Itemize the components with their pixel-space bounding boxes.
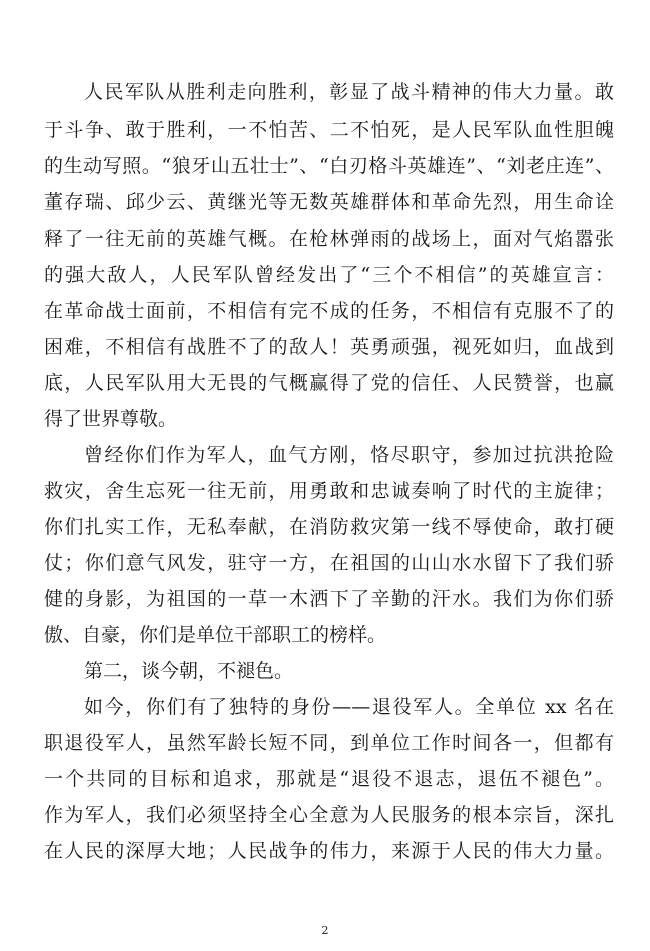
text-line: 底，人民军队用大无畏的气概赢得了党的信任、人民赞誉，也赢	[44, 372, 614, 394]
text-line: 仗；你们意气风发，驻守一方，在祖国的山山水水留下了我们骄	[44, 552, 614, 574]
text-line: 在革命战士面前，不相信有完不成的任务，不相信有克服不了的	[44, 300, 614, 322]
text-line: 职退役军人，虽然军龄长短不同，到单位工作时间各一，但都有	[44, 732, 614, 754]
text-line: 傲、自豪，你们是单位干部职工的榜样。	[44, 624, 387, 646]
text-line: 的生动写照。“狼牙山五壮士”、“白刃格斗英雄连”、“刘老庄连”、	[44, 155, 614, 177]
text-line: 的强大敌人，人民军队曾经发出了“三个不相信”的英雄宣言：	[44, 264, 614, 286]
text-line: 救灾，舍生忘死一往无前，用勇敢和忠诚奏响了时代的主旋律；	[44, 480, 614, 502]
section-heading: 第二，谈今朝，不褪色。	[84, 660, 294, 682]
text-line: 董存瑞、邱少云、黄继光等无数英雄群体和革命先烈，用生命诠	[44, 191, 614, 213]
text-line: 如今，你们有了独特的身份——退役军人。全单位 xx 名在	[84, 696, 614, 718]
text-line: 于斗争、敢于胜利，一不怕苦、二不怕死，是人民军队血性胆魄	[44, 119, 614, 141]
text-line: 健的身影，为祖国的一草一木洒下了辛勤的汗水。我们为你们骄	[44, 588, 614, 610]
text-line: 人民军队从胜利走向胜利，彰显了战斗精神的伟大力量。敢	[84, 81, 614, 103]
text-line: 作为军人，我们必须坚持全心全意为人民服务的根本宗旨，深扎	[44, 804, 614, 826]
text-line: 一个共同的目标和追求，那就是“退役不退志，退伍不褪色”。	[44, 768, 614, 790]
text-line: 得了世界尊敬。	[44, 408, 178, 430]
page-number: 2	[321, 924, 329, 937]
text-line: 困难，不相信有战胜不了的敌人！英勇顽强，视死如归，血战到	[44, 336, 614, 358]
text-line: 释了一往无前的英雄气概。在枪林弹雨的战场上，面对气焰嚣张	[44, 228, 614, 250]
text-line: 在人民的深厚大地；人民战争的伟力，来源于人民的伟大力量。	[44, 840, 614, 862]
text-line: 曾经你们作为军人，血气方刚，恪尽职守，参加过抗洪抢险	[84, 444, 614, 466]
text-line: 你们扎实工作，无私奉献，在消防救灾第一线不辱使命，敢打硬	[44, 516, 614, 538]
